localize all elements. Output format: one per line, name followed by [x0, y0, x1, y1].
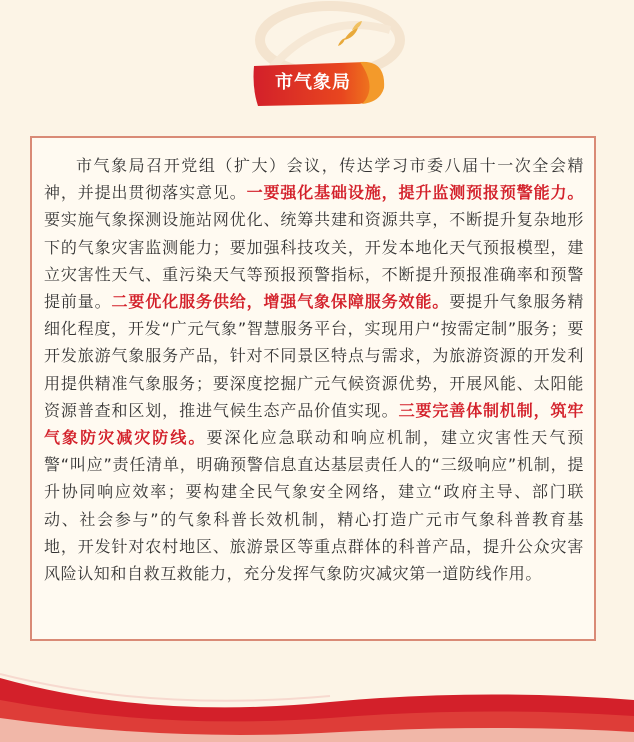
gold-leaf-icon: [338, 38, 345, 46]
paragraph-text: 要深化应急联动和响应机制，建立灾害性天气预警“叫应”责任清单，明确预警信息直达基层责任人的“三级响应”机制，提升协同响应效率；要构建全民气象安全网络，建立“政府主导、部门联动、社会参与”的气象科普长效机制，精心打造广元市气象科普教育基地，开发针对农村地区、旅游景区等重点群体的科普产品，提升公众灾害风险认知和自救互救能力，充分发挥气象防灾减灾第一道防线作用。: [44, 428, 584, 584]
highlighted-key-point: 一要强化基础设施，提升监测预报预警能力。: [246, 183, 584, 203]
paragraph-text: 要提升气象服务精细化程度，开发“广元气象”智慧服务平台，实现用户“按需定制”服务；要开发旅游气象服务产品，针对不同景区特点与需求，为旅游资源的开发利用提供精准气象服务；要深度挖掘广元气候资源优势，开展风能、太阳能资源普查和区划，推进气候生态产品价值实现。: [44, 292, 584, 420]
paragraph-text: 市气象局召开党组（扩大）会议，传达学习市委八届十一次全会精神，并提出贯彻落实意见。: [44, 156, 584, 203]
paragraph-text: 要实施气象探测设施站网优化、统筹共建和资源共享，不断提升复杂地形下的气象灾害监测能力；要加强科技攻关，开发本地化天气预报模型，建立灾害性天气、重污染天气等预报预警指标，不断提升预报准确率和预警提前量。: [44, 210, 584, 312]
highlighted-key-point: 三要完善体制机制，筑牢气象防灾减灾防线。: [44, 400, 584, 448]
section-title-badge: 市气象局: [275, 72, 351, 93]
footer-wave-decoration: [0, 660, 634, 742]
gold-leaf-icon: [344, 28, 358, 40]
highlighted-key-point: 二要优化服务供给，增强气象保障服务效能。: [111, 292, 450, 312]
article-paragraph: [44, 152, 584, 587]
